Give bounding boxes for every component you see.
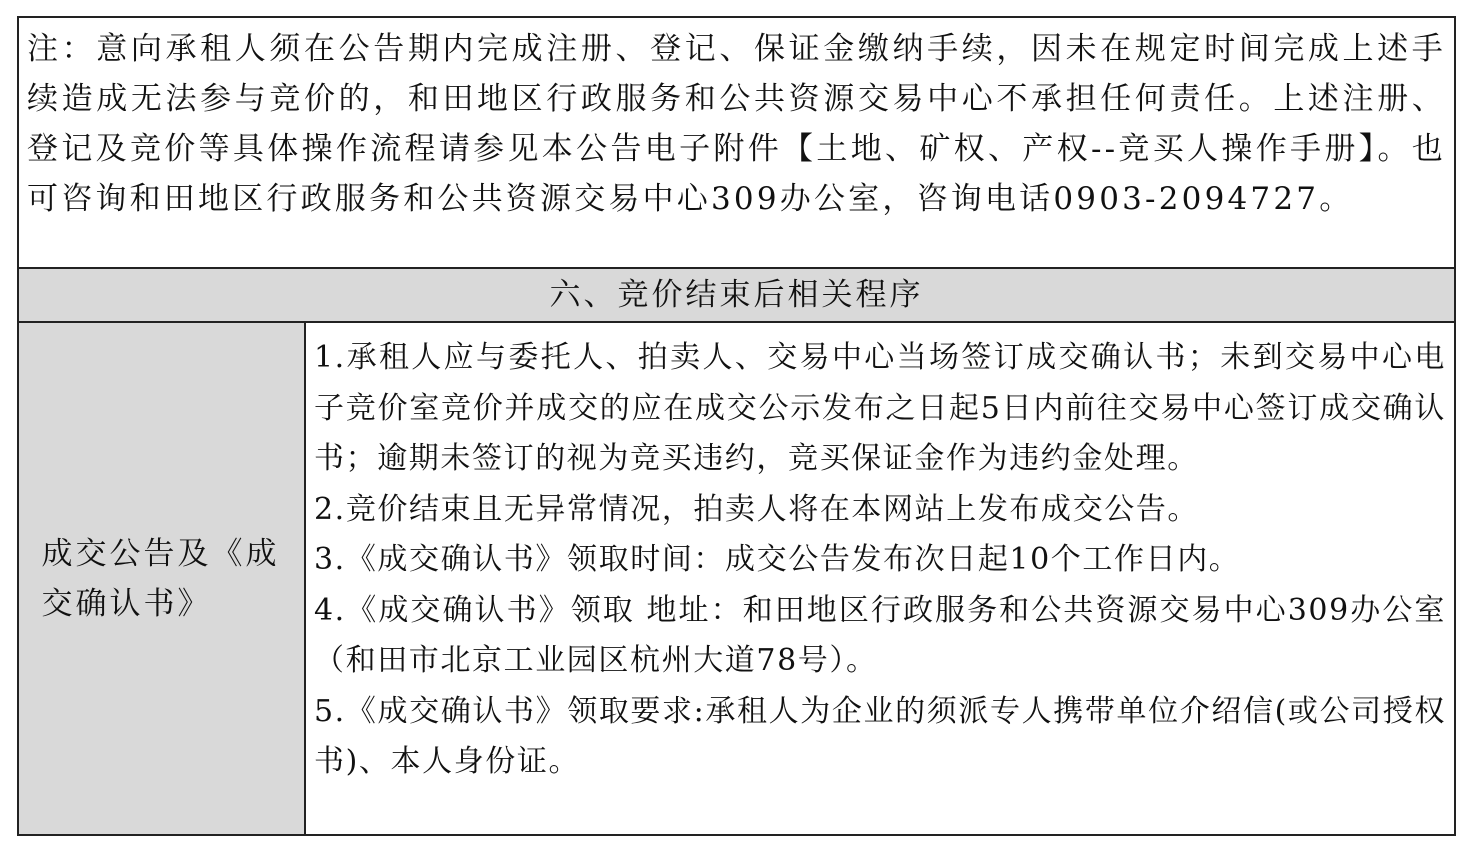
procedure-item-1: 1.承租人应与委托人、拍卖人、交易中心当场签订成交确认书；未到交易中心电子竞价室竞价并成交的应在成交公示发布之日起5日内前往交易中心签订成交确认书；逾期未签订的视为竞买违约，竞买保证金作为违约金处理。 bbox=[314, 340, 1446, 476]
note-cell bbox=[19, 18, 1454, 269]
procedure-item-2: 2.竞价结束且无异常情况，拍卖人将在本网站上发布成交公告。 bbox=[314, 491, 1200, 527]
section-heading bbox=[19, 269, 1454, 323]
row-label: 成交公告及《成交确认书》 bbox=[41, 535, 280, 622]
procedure-table bbox=[17, 16, 1456, 836]
procedure-item-3: 3.《成交确认书》领取时间：成交公告发布次日起10个工作日内。 bbox=[314, 542, 1241, 577]
procedure-item-4: 4.《成交确认书》领取 地址：和田地区行政服务和公共资源交易中心309办公室（和田市北京工业园区杭州大道78号）。 bbox=[314, 592, 1446, 678]
section-title: 六、竞价结束后相关程序 bbox=[549, 277, 924, 313]
procedure-item-5: 5.《成交确认书》领取要求:承租人为企业的须派专人携带单位介绍信(或公司授权书)、本人身份证。 bbox=[314, 693, 1446, 779]
row-content-cell bbox=[306, 323, 1454, 834]
row-label-cell bbox=[19, 323, 306, 834]
note-text: 注：意向承租人须在公告期内完成注册、登记、保证金缴纳手续，因未在规定时间完成上述手续造成无法参与竞价的，和田地区行政服务和公共资源交易中心不承担任何责任。上述注册、登记及竞价等具体操作流程请参见本公告电子附件【土地、矿权、产权--竞买人操作手册】。也可咨询和田地区行政服务和公共资源交易中心309办公室，咨询电话0903-2094727。 bbox=[27, 31, 1446, 217]
